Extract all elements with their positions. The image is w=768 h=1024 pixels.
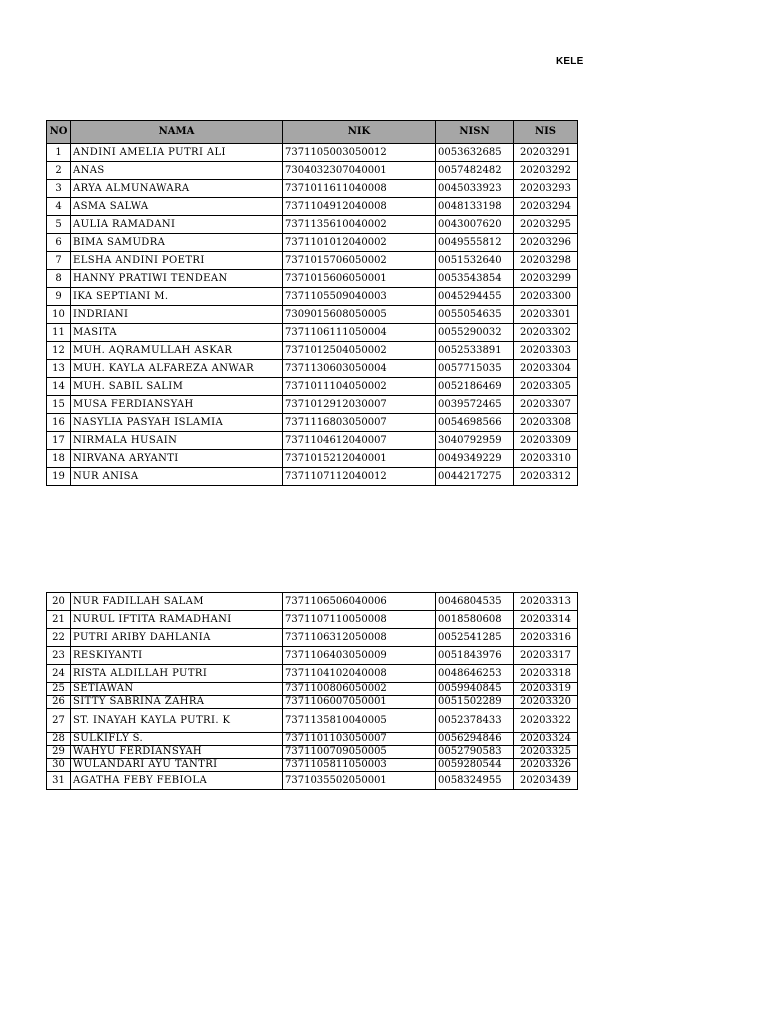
cell-nama: AULIA RAMADANI xyxy=(71,216,283,234)
cell-nik: 7371104102040008 xyxy=(283,665,436,683)
cell-nis: 20203298 xyxy=(514,252,578,270)
table-row xyxy=(47,772,578,790)
column-header-nik: NIK xyxy=(283,121,436,144)
cell-nisn: 0052186469 xyxy=(436,378,514,396)
cell-nik: 7371101012040002 xyxy=(283,234,436,252)
cell-no: 9 xyxy=(47,288,71,306)
cell-nis: 20203291 xyxy=(514,144,578,162)
cell-nik: 7371012912030007 xyxy=(283,396,436,414)
table-row xyxy=(47,665,578,683)
cell-no: 4 xyxy=(47,198,71,216)
cell-nik: 7371015606050001 xyxy=(283,270,436,288)
table-row xyxy=(47,144,578,162)
cell-nis: 20203314 xyxy=(514,611,578,629)
cell-nik: 7371135610040002 xyxy=(283,216,436,234)
cell-no: 17 xyxy=(47,432,71,450)
cell-nama: INDRIANI xyxy=(71,306,283,324)
column-header-nama: NAMA xyxy=(71,121,283,144)
table-row xyxy=(47,759,578,772)
student-table-1 xyxy=(46,120,578,486)
cell-no: 15 xyxy=(47,396,71,414)
cell-nis: 20203318 xyxy=(514,665,578,683)
cell-no: 1 xyxy=(47,144,71,162)
table-row xyxy=(47,746,578,759)
cell-nis: 20203304 xyxy=(514,360,578,378)
cell-no: 10 xyxy=(47,306,71,324)
cell-nama: ELSHA ANDINI POETRI xyxy=(71,252,283,270)
cell-nama: MUSA FERDIANSYAH xyxy=(71,396,283,414)
column-header-nisn: NISN xyxy=(436,121,514,144)
cell-nik: 7371105003050012 xyxy=(283,144,436,162)
cell-nisn: 0044217275 xyxy=(436,468,514,486)
cell-nisn: 0046804535 xyxy=(436,593,514,611)
cell-nisn: 0056294846 xyxy=(436,733,514,746)
cell-no: 6 xyxy=(47,234,71,252)
cell-nis: 20203300 xyxy=(514,288,578,306)
cell-nik: 7371116803050007 xyxy=(283,414,436,432)
cell-nama: MUH. KAYLA ALFAREZA ANWAR xyxy=(71,360,283,378)
table-row xyxy=(47,696,578,709)
cell-no: 20 xyxy=(47,593,71,611)
cell-no: 18 xyxy=(47,450,71,468)
sheet-title-fragment: KELE xyxy=(556,56,584,67)
cell-no: 28 xyxy=(47,733,71,746)
cell-no: 26 xyxy=(47,696,71,709)
cell-nis: 20203308 xyxy=(514,414,578,432)
cell-nis: 20203303 xyxy=(514,342,578,360)
cell-nisn: 0055054635 xyxy=(436,306,514,324)
cell-nisn: 0053543854 xyxy=(436,270,514,288)
cell-nisn: 0054698566 xyxy=(436,414,514,432)
cell-nik: 7371100806050002 xyxy=(283,683,436,696)
table-row xyxy=(47,683,578,696)
cell-nik: 7371106007050001 xyxy=(283,696,436,709)
table-row xyxy=(47,306,578,324)
cell-nisn: 0049349229 xyxy=(436,450,514,468)
table-row xyxy=(47,162,578,180)
cell-no: 23 xyxy=(47,647,71,665)
cell-nis: 20203312 xyxy=(514,468,578,486)
cell-nama: MUH. AQRAMULLAH ASKAR xyxy=(71,342,283,360)
cell-nama: IKA SEPTIANI M. xyxy=(71,288,283,306)
cell-nisn: 0045033923 xyxy=(436,180,514,198)
cell-nama: BIMA SAMUDRA xyxy=(71,234,283,252)
cell-nik: 7371106403050009 xyxy=(283,647,436,665)
cell-nik: 7371106312050008 xyxy=(283,629,436,647)
column-header-nis: NIS xyxy=(514,121,578,144)
cell-nik: 7371011611040008 xyxy=(283,180,436,198)
cell-nama: RISTA ALDILLAH PUTRI xyxy=(71,665,283,683)
table-row xyxy=(47,216,578,234)
cell-nis: 20203295 xyxy=(514,216,578,234)
cell-nama: SETIAWAN xyxy=(71,683,283,696)
cell-nama: NIRMALA HUSAIN xyxy=(71,432,283,450)
cell-nis: 20203319 xyxy=(514,683,578,696)
student-table-2 xyxy=(46,592,578,790)
cell-nama: ST. INAYAH KAYLA PUTRI. K xyxy=(71,709,283,733)
table-header-row xyxy=(47,121,578,144)
cell-nisn: 0045294455 xyxy=(436,288,514,306)
cell-no: 27 xyxy=(47,709,71,733)
cell-no: 5 xyxy=(47,216,71,234)
cell-nama: AGATHA FEBY FEBIOLA xyxy=(71,772,283,790)
cell-no: 16 xyxy=(47,414,71,432)
cell-nis: 20203320 xyxy=(514,696,578,709)
cell-nik: 7304032307040001 xyxy=(283,162,436,180)
cell-nik: 7371011104050002 xyxy=(283,378,436,396)
cell-nis: 20203305 xyxy=(514,378,578,396)
cell-nisn: 0059280544 xyxy=(436,759,514,772)
cell-no: 8 xyxy=(47,270,71,288)
cell-no: 14 xyxy=(47,378,71,396)
cell-nisn: 0059940845 xyxy=(436,683,514,696)
cell-nik: 7371106506040006 xyxy=(283,593,436,611)
table-row xyxy=(47,593,578,611)
cell-nama: WAHYU FERDIANSYAH xyxy=(71,746,283,759)
cell-no: 13 xyxy=(47,360,71,378)
cell-nik: 7309015608050005 xyxy=(283,306,436,324)
cell-nisn: 0052378433 xyxy=(436,709,514,733)
cell-nik: 7371106111050004 xyxy=(283,324,436,342)
cell-nama: WULANDARI AYU TANTRI xyxy=(71,759,283,772)
cell-nik: 7371130603050004 xyxy=(283,360,436,378)
cell-nik: 7371107112040012 xyxy=(283,468,436,486)
cell-nama: ASMA SALWA xyxy=(71,198,283,216)
cell-nisn: 0051502289 xyxy=(436,696,514,709)
cell-nik: 7371100709050005 xyxy=(283,746,436,759)
cell-nis: 20203317 xyxy=(514,647,578,665)
cell-nisn: 3040792959 xyxy=(436,432,514,450)
table-row xyxy=(47,647,578,665)
cell-nik: 7371135810040005 xyxy=(283,709,436,733)
cell-nama: NURUL IFTITA RAMADHANI xyxy=(71,611,283,629)
cell-nisn: 0057715035 xyxy=(436,360,514,378)
cell-nis: 20203292 xyxy=(514,162,578,180)
cell-nama: ANAS xyxy=(71,162,283,180)
cell-nama: MASITA xyxy=(71,324,283,342)
table-row xyxy=(47,709,578,733)
table-row xyxy=(47,342,578,360)
cell-nisn: 0043007620 xyxy=(436,216,514,234)
cell-nama: MUH. SABIL SALIM xyxy=(71,378,283,396)
table-row xyxy=(47,611,578,629)
table-row xyxy=(47,378,578,396)
table-row xyxy=(47,629,578,647)
cell-nis: 20203316 xyxy=(514,629,578,647)
cell-nis: 20203439 xyxy=(514,772,578,790)
cell-no: 3 xyxy=(47,180,71,198)
cell-nisn: 0039572465 xyxy=(436,396,514,414)
table-row xyxy=(47,198,578,216)
cell-nik: 7371105811050003 xyxy=(283,759,436,772)
cell-nisn: 0051532640 xyxy=(436,252,514,270)
cell-nama: HANNY PRATIWI TENDEAN xyxy=(71,270,283,288)
cell-nik: 7371035502050001 xyxy=(283,772,436,790)
table-row xyxy=(47,270,578,288)
cell-nisn: 0057482482 xyxy=(436,162,514,180)
cell-nama: PUTRI ARIBY DAHLANIA xyxy=(71,629,283,647)
cell-nisn: 0053632685 xyxy=(436,144,514,162)
cell-nis: 20203302 xyxy=(514,324,578,342)
cell-nama: ARYA ALMUNAWARA xyxy=(71,180,283,198)
cell-nik: 7371015706050002 xyxy=(283,252,436,270)
cell-no: 21 xyxy=(47,611,71,629)
cell-nis: 20203296 xyxy=(514,234,578,252)
cell-nisn: 0048133198 xyxy=(436,198,514,216)
cell-no: 7 xyxy=(47,252,71,270)
table-row xyxy=(47,468,578,486)
cell-nik: 7371101103050007 xyxy=(283,733,436,746)
cell-no: 19 xyxy=(47,468,71,486)
cell-nama: SITTY SABRINA ZAHRA xyxy=(71,696,283,709)
cell-nama: NUR FADILLAH SALAM xyxy=(71,593,283,611)
cell-no: 2 xyxy=(47,162,71,180)
table-row xyxy=(47,252,578,270)
cell-no: 22 xyxy=(47,629,71,647)
table-row xyxy=(47,450,578,468)
cell-nik: 7371104612040007 xyxy=(283,432,436,450)
cell-nisn: 0052533891 xyxy=(436,342,514,360)
cell-nisn: 0052541285 xyxy=(436,629,514,647)
cell-nik: 7371015212040001 xyxy=(283,450,436,468)
table-row xyxy=(47,360,578,378)
cell-no: 24 xyxy=(47,665,71,683)
cell-no: 30 xyxy=(47,759,71,772)
cell-nis: 20203293 xyxy=(514,180,578,198)
table-row xyxy=(47,414,578,432)
table-row xyxy=(47,288,578,306)
table-row xyxy=(47,180,578,198)
cell-no: 29 xyxy=(47,746,71,759)
cell-nama: RESKIYANTI xyxy=(71,647,283,665)
table-row xyxy=(47,396,578,414)
table-row xyxy=(47,234,578,252)
cell-nis: 20203324 xyxy=(514,733,578,746)
cell-nisn: 0058324955 xyxy=(436,772,514,790)
cell-nisn: 0049555812 xyxy=(436,234,514,252)
cell-nis: 20203310 xyxy=(514,450,578,468)
cell-nisn: 0052790583 xyxy=(436,746,514,759)
cell-nik: 7371107110050008 xyxy=(283,611,436,629)
cell-nis: 20203309 xyxy=(514,432,578,450)
cell-nik: 7371105509040003 xyxy=(283,288,436,306)
cell-nis: 20203326 xyxy=(514,759,578,772)
cell-nis: 20203307 xyxy=(514,396,578,414)
cell-nik: 7371104912040008 xyxy=(283,198,436,216)
cell-nis: 20203322 xyxy=(514,709,578,733)
cell-nama: NASYLIA PASYAH ISLAMIA xyxy=(71,414,283,432)
cell-no: 31 xyxy=(47,772,71,790)
cell-nisn: 0055290032 xyxy=(436,324,514,342)
cell-nama: ANDINI AMELIA PUTRI ALI xyxy=(71,144,283,162)
cell-nama: SULKIFLY S. xyxy=(71,733,283,746)
cell-no: 12 xyxy=(47,342,71,360)
cell-nisn: 0048646253 xyxy=(436,665,514,683)
table-row xyxy=(47,324,578,342)
cell-nis: 20203313 xyxy=(514,593,578,611)
cell-no: 25 xyxy=(47,683,71,696)
cell-nis: 20203325 xyxy=(514,746,578,759)
cell-nis: 20203294 xyxy=(514,198,578,216)
cell-nisn: 0018580608 xyxy=(436,611,514,629)
cell-nis: 20203301 xyxy=(514,306,578,324)
cell-nama: NUR ANISA xyxy=(71,468,283,486)
cell-nik: 7371012504050002 xyxy=(283,342,436,360)
cell-no: 11 xyxy=(47,324,71,342)
table-row xyxy=(47,733,578,746)
column-header-no: NO xyxy=(47,121,71,144)
cell-nama: NIRVANA ARYANTI xyxy=(71,450,283,468)
cell-nis: 20203299 xyxy=(514,270,578,288)
table-row xyxy=(47,432,578,450)
cell-nisn: 0051843976 xyxy=(436,647,514,665)
